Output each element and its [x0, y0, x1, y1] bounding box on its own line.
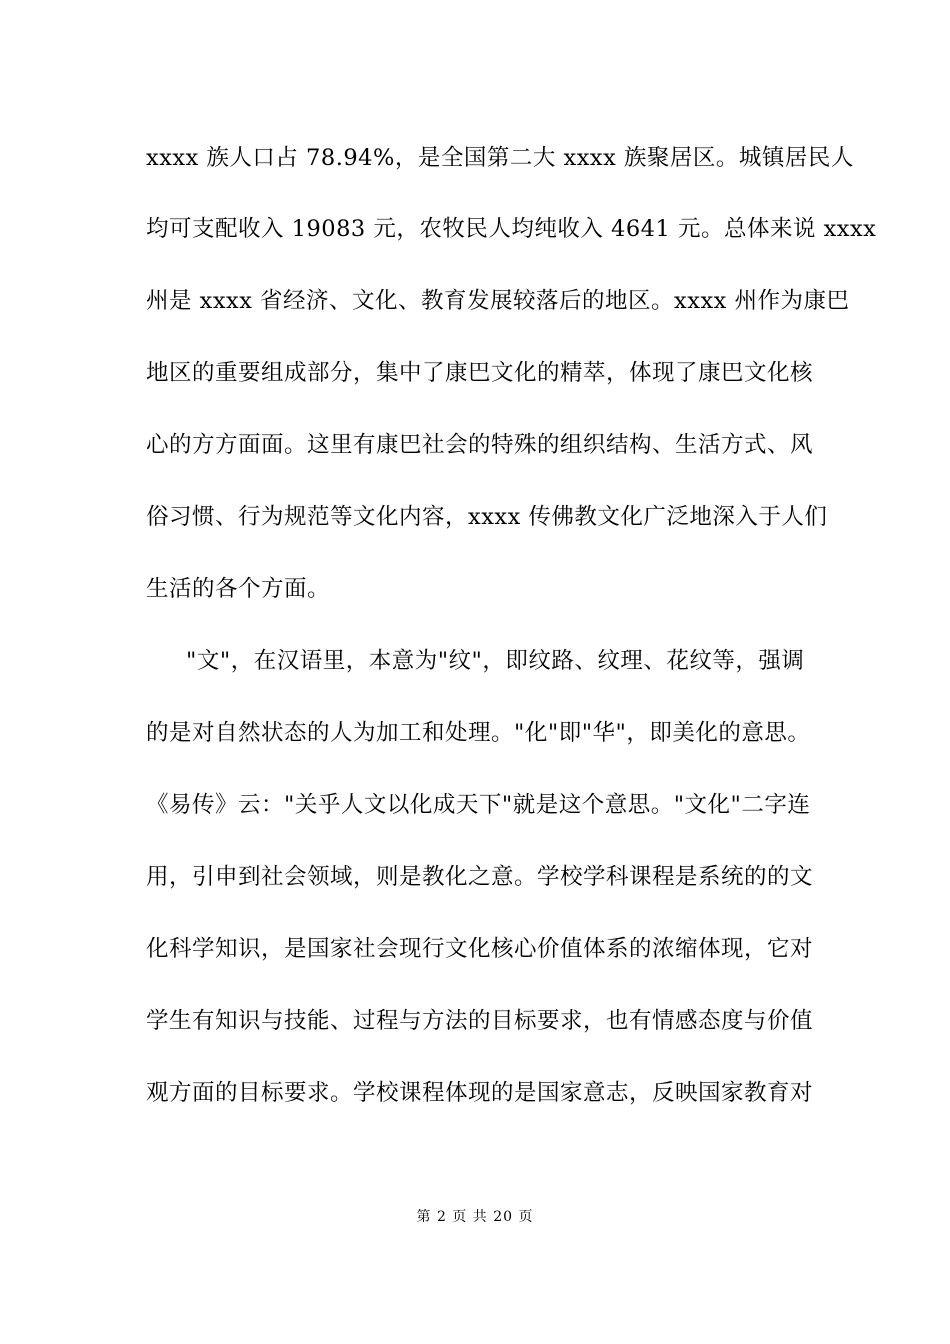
body-line: 均可支配收入 19083 元，农牧民人均纯收入 4641 元。总体来说 xxxx — [146, 216, 877, 242]
body-line: 生活的各个方面。 — [146, 576, 331, 602]
body-line: 观方面的目标要求。学校课程体现的是国家意志，反映国家教育对 — [146, 1080, 814, 1106]
body-line: 地区的重要组成部分，集中了康巴文化的精萃，体现了康巴文化核 — [146, 360, 814, 386]
body-line: 《易传》云："关乎人文以化成天下"就是这个意思。"文化"二字连 — [146, 792, 811, 818]
body-line: xxxx 族人口占 78.94%，是全国第二大 xxxx 族聚居区。城镇居民人 — [146, 145, 854, 171]
body-line: 俗习惯、行为规范等文化内容，xxxx 传佛教文化广泛地深入于人们 — [146, 504, 828, 530]
body-line: 的是对自然状态的人为加工和处理。"化"即"华"，即美化的意思。 — [146, 720, 811, 746]
paragraph-first-line: "文"，在汉语里，本意为"纹"，即纹路、纹理、花纹等，强调 — [186, 648, 805, 674]
body-line: 学生有知识与技能、过程与方法的目标要求，也有情感态度与价值 — [146, 1008, 814, 1034]
body-line: 化科学知识，是国家社会现行文化核心价值体系的浓缩体现，它对 — [146, 936, 814, 962]
body-line: 用，引申到社会领域，则是教化之意。学校学科课程是系统的的文 — [146, 864, 814, 890]
page-number-footer: 第 2 页 共 20 页 — [416, 1209, 534, 1225]
body-line: 州是 xxxx 省经济、文化、教育发展较落后的地区。xxxx 州作为康巴 — [146, 288, 850, 314]
body-line: 心的方方面面。这里有康巴社会的特殊的组织结构、生活方式、风 — [146, 432, 814, 458]
